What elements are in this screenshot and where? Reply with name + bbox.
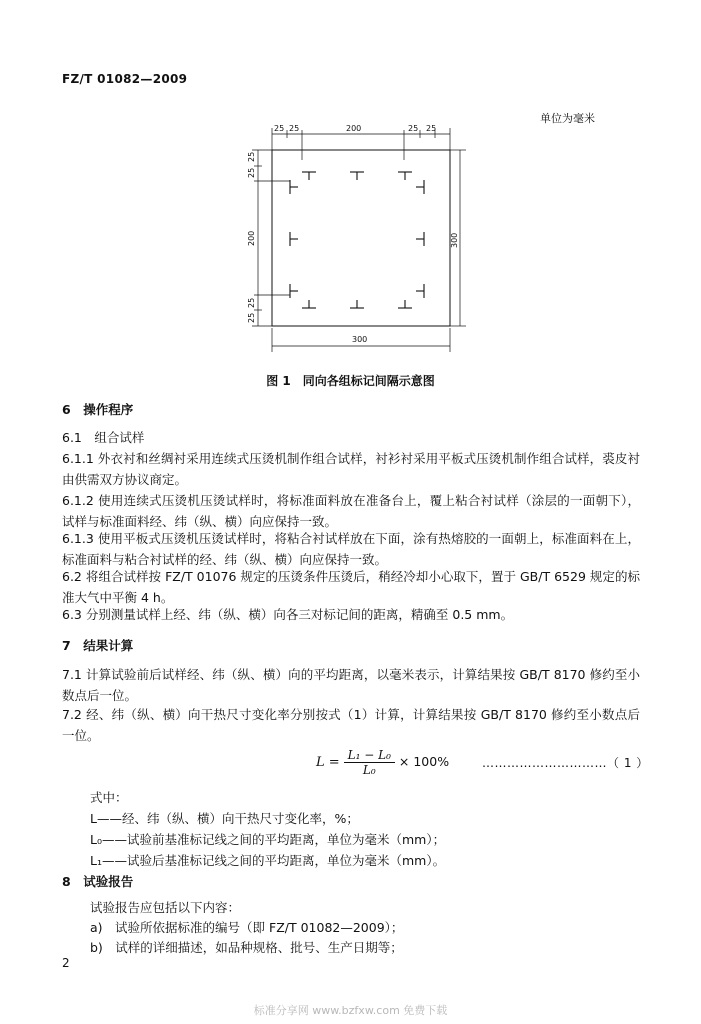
dim-left-3: 200 [247,230,256,246]
section-8-title: 8 试验报告 [62,874,134,889]
report-item-b: b) 试样的详细描述，如品种规格、批号、生产日期等； [90,940,403,955]
formula-1 [316,748,449,777]
para-6-1-1 [62,448,640,490]
para-6-3-number: 6.3 [62,607,82,622]
dim-top-2: 25 [289,124,300,133]
para-7-2-text: 经、纬（纵、横）向干热尺寸变化率分别按式（1）计算，计算结果按 GB/T 8170 修约至小数点后一位。 [62,707,640,743]
para-6-1-1-text: 外衣衬和丝绸衬采用连续式压烫机制作组合试样，衬衫衬采用平板式压烫机制作组合试样，裘皮衬由供需双方协议商定。 [62,451,640,487]
definition-L0: L₀——试验前基准标记线之间的平均距离，单位为毫米（mm）； [90,832,446,847]
marks [290,172,424,308]
unit-note: 单位为毫米 [540,112,595,125]
marking-diagram [238,120,468,360]
section-7-title: 7 结果计算 [62,638,134,653]
page-number: 2 [62,956,70,970]
para-7-2-number: 7.2 [62,707,82,722]
para-7-1 [62,664,640,706]
dim-left-4: 25 [247,297,256,308]
dim-left-5: 25 [247,312,256,323]
dim-top-4: 25 [408,124,419,133]
formula-fraction [344,748,395,777]
dim-bottom: 300 [352,335,368,344]
formula-lhs: L = [316,755,340,770]
para-6-2-text: 将组合试样按 FZ/T 01076 规定的压烫条件压烫后，稍经冷却小心取下，置于 GB/T 6529 规定的标准大气中平衡 4 h。 [62,569,640,605]
dim-top-1: 25 [274,124,285,133]
dim-top-5: 25 [426,124,437,133]
standard-code-header: FZ/T 01082—2009 [62,72,188,86]
specimen-outline [272,150,450,326]
definition-list [90,808,445,871]
section-6-title: 6 操作程序 [62,402,134,417]
para-6-1-3-number: 6.1.3 [62,531,94,546]
figure-caption: 图 1 同向各组标记间隔示意图 [266,374,435,388]
report-item-a: a) 试验所依据标准的编号（即 FZ/T 01082—2009）； [90,920,404,935]
para-7-2 [62,704,640,746]
para-6-2-number: 6.2 [62,569,82,584]
where-label: 式中： [90,790,128,805]
para-6-1-3-text: 使用平板式压烫机压烫试样时，将粘合衬试样放在下面，涂有热熔胶的一面朝上，标准面料在上，标准面料与粘合衬试样的经、纬（纵、横）向应保持一致。 [62,531,640,567]
para-6-1-2-number: 6.1.2 [62,493,94,508]
para-7-1-text: 计算试验前后试样经、纬（纵、横）向的平均距离，以毫米表示，计算结果按 GB/T 8170 修约至小数点后一位。 [62,667,640,703]
para-6-1-1-number: 6.1.1 [62,451,94,466]
para-6-1-2 [62,490,640,532]
formula-number: …………………………（ 1 ） [482,756,649,770]
section-6-1-title: 6.1 组合试样 [62,430,145,445]
formula-denominator: L₀ [362,763,376,777]
para-6-2 [62,566,640,608]
dim-left-1: 25 [247,151,256,162]
dim-left-2: 25 [247,167,256,178]
definition-L1: L₁——试验后基准标记线之间的平均距离，单位为毫米（mm）。 [90,853,446,868]
para-7-1-number: 7.1 [62,667,82,682]
dim-right: 300 [450,232,459,248]
para-6-1-3 [62,528,640,570]
report-intro: 试验报告应包括以下内容： [90,900,241,915]
para-6-3 [62,604,640,625]
formula-numerator: L₁ − L₀ [344,748,395,763]
formula-suffix: × 100% [398,754,450,769]
para-6-3-text: 分别测量试样上经、纬（纵、横）向各三对标记间的距离，精确至 0.5 mm。 [85,607,514,622]
watermark: 标准分享网 www.bzfxw.com 免费下载 [253,1004,448,1017]
definition-L: L——经、纬（纵、横）向干热尺寸变化率，%； [90,811,359,826]
para-6-1-2-text: 使用连续式压烫机压烫试样时，将标准面料放在准备台上，覆上粘合衬试样（涂层的一面朝下），试样与标准面料经、纬（纵、横）向应保持一致。 [62,493,640,529]
dim-top-3: 200 [346,124,362,133]
